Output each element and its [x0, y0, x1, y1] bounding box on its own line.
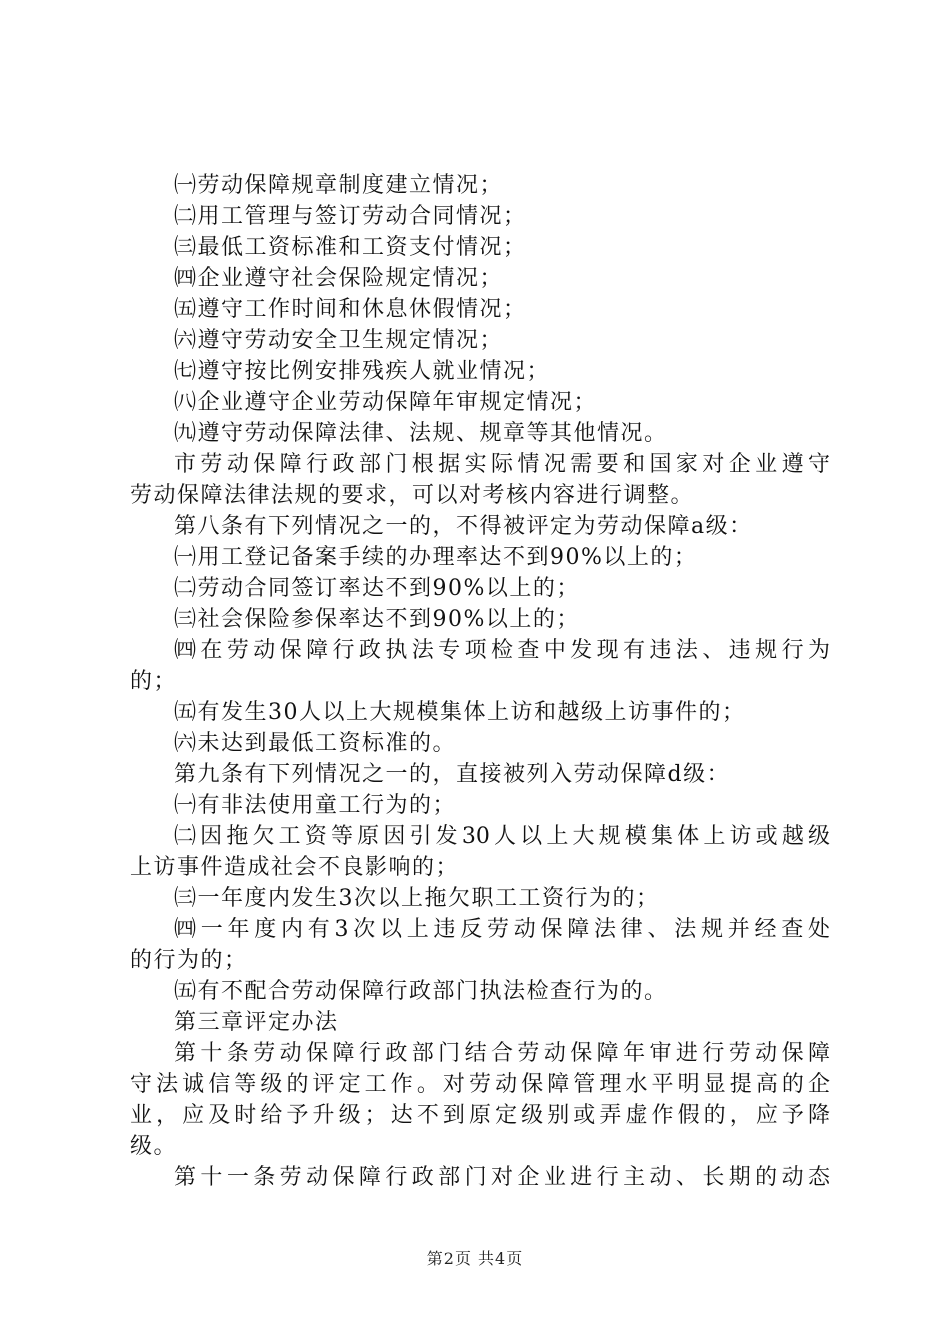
list-item: ㈤有不配合劳动保障行政部门执法检查行为的。 — [174, 979, 668, 1004]
list-item: ㈧企业遵守企业劳动保障年审规定情况； — [174, 390, 598, 415]
article-heading: 第八条有下列情况之一的，不得被评定为劳动保障a级： — [174, 514, 753, 539]
list-item: ㈡劳动合同签订率达不到90%以上的； — [174, 576, 580, 601]
list-item: ㈠劳动保障规章制度建立情况； — [174, 173, 504, 198]
chapter-heading: 第三章评定办法 — [174, 1010, 339, 1035]
list-item: ㈥遵守劳动安全卫生规定情况； — [174, 328, 504, 353]
article-heading: 第九条有下列情况之一的，直接被列入劳动保障d级： — [174, 762, 731, 787]
paragraph-line: 业，应及时给予升级；达不到原定级别或弄虚作假的，应予降 — [130, 1103, 830, 1128]
list-item: ㈥未达到最低工资标准的。 — [174, 731, 457, 756]
list-item: ㈦遵守按比例安排残疾人就业情况； — [174, 359, 551, 384]
list-item: ㈣在劳动保障行政执法专项检查中发现有违法、违规行为 — [174, 638, 830, 663]
list-item: ㈨遵守劳动保障法律、法规、规章等其他情况。 — [174, 421, 668, 446]
paragraph-line: 第十条劳动保障行政部门结合劳动保障年审进行劳动保障 — [174, 1041, 830, 1066]
list-item: ㈤有发生30人以上大规模集体上访和越级上访事件的； — [174, 700, 746, 725]
paragraph-line: 的； — [130, 669, 178, 694]
paragraph-line: 的行为的； — [130, 948, 248, 973]
page-indicator: 第2页 共4页 — [426, 1249, 524, 1268]
document-body — [130, 170, 830, 1193]
list-item: ㈣企业遵守社会保险规定情况； — [174, 266, 504, 291]
list-item: ㈤遵守工作时间和休息休假情况； — [174, 297, 527, 322]
list-item: ㈢最低工资标准和工资支付情况； — [174, 235, 527, 260]
paragraph-line: 市劳动保障行政部门根据实际情况需要和国家对企业遵守 — [174, 452, 830, 477]
paragraph-line: 守法诚信等级的评定工作。对劳动保障管理水平明显提高的企 — [130, 1072, 830, 1097]
list-item: ㈡因拖欠工资等原因引发30人以上大规模集体上访或越级 — [174, 824, 830, 849]
list-item: ㈡用工管理与签订劳动合同情况； — [174, 204, 527, 229]
list-item: ㈢社会保险参保率达不到90%以上的； — [174, 607, 580, 632]
list-item: ㈠用工登记备案手续的办理率达不到90%以上的； — [174, 545, 698, 570]
page-footer — [0, 1249, 950, 1269]
list-item: ㈠有非法使用童工行为的； — [174, 793, 457, 818]
paragraph-line: 劳动保障法律法规的要求，可以对考核内容进行调整。 — [130, 483, 695, 508]
paragraph-line: 第十一条劳动保障行政部门对企业进行主动、长期的动态 — [174, 1165, 830, 1190]
list-item: ㈣一年度内有3次以上违反劳动保障法律、法规并经查处 — [174, 917, 830, 942]
list-item: ㈢一年度内发生3次以上拖欠职工工资行为的； — [174, 886, 660, 911]
paragraph-line: 上访事件造成社会不良影响的； — [130, 855, 460, 880]
paragraph-line: 级。 — [130, 1134, 178, 1159]
